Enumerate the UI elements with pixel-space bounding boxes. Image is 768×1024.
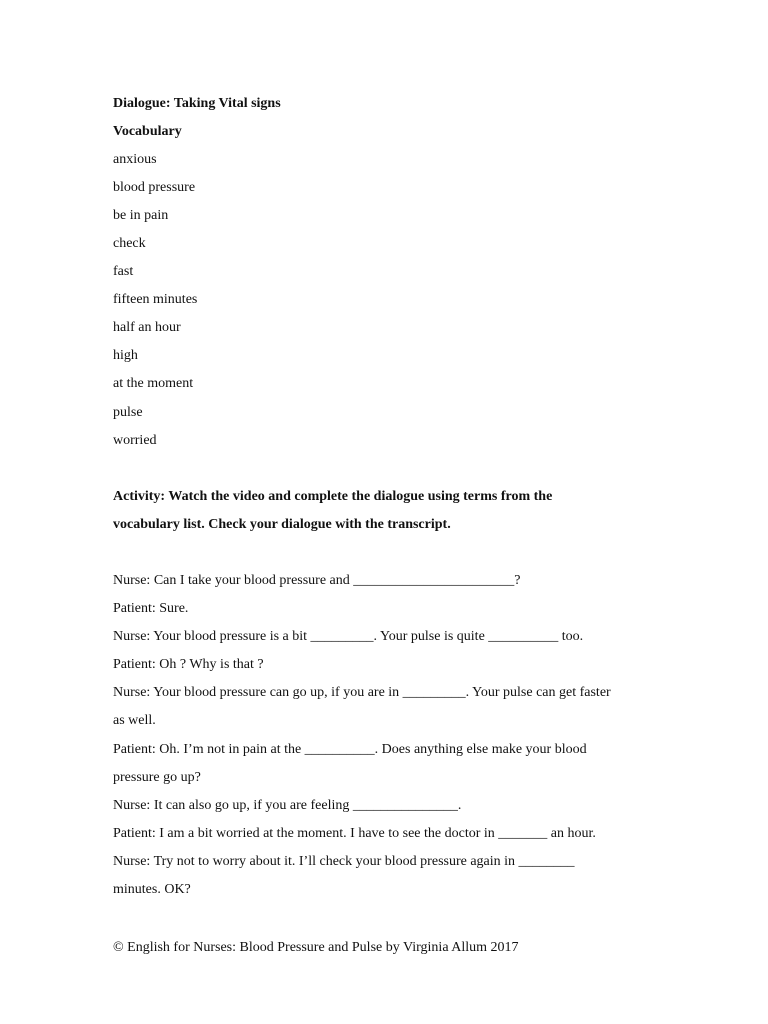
vocabulary-item: blood pressure: [113, 180, 196, 195]
dialogue-line: minutes. OK?: [113, 882, 191, 897]
dialogue-line: Nurse: It can also go up, if you are feeling _______________.: [113, 798, 462, 813]
activity-instruction: vocabulary list. Check your dialogue with the transcript.: [113, 517, 451, 532]
dialogue-line: Patient: I am a bit worried at the moment. I have to see the doctor in _______ an hour.: [113, 826, 596, 841]
vocabulary-item: half an hour: [113, 320, 181, 335]
activity-instruction: Activity: Watch the video and complete the dialogue using terms from the: [113, 489, 553, 504]
dialogue-line: Nurse: Try not to worry about it. I’ll check your blood pressure again in ________: [113, 854, 575, 869]
dialogue-line: as well.: [113, 713, 156, 728]
dialogue-line: Nurse: Your blood pressure can go up, if you are in _________. Your pulse can get faster: [113, 685, 611, 700]
vocabulary-item: be in pain: [113, 208, 169, 223]
document-title: Dialogue: Taking Vital signs: [113, 96, 281, 111]
vocabulary-item: fifteen minutes: [113, 292, 198, 307]
vocabulary-heading: Vocabulary: [113, 124, 182, 139]
dialogue-line: Patient: Oh ? Why is that ?: [113, 657, 264, 672]
vocabulary-item: anxious: [113, 152, 157, 167]
vocabulary-item: check: [113, 236, 146, 251]
vocabulary-item: high: [113, 348, 138, 363]
vocabulary-item: fast: [113, 264, 134, 279]
copyright-footer: © English for Nurses: Blood Pressure and Pulse by Virginia Allum 2017: [113, 940, 519, 955]
dialogue-line: Patient: Sure.: [113, 601, 189, 616]
dialogue-line: Patient: Oh. I’m not in pain at the __________. Does anything else make your blood: [113, 742, 587, 757]
dialogue-line: pressure go up?: [113, 770, 201, 785]
vocabulary-item: at the moment: [113, 376, 194, 391]
dialogue-line: Nurse: Can I take your blood pressure and _______________________?: [113, 573, 521, 588]
dialogue-line: Nurse: Your blood pressure is a bit _________. Your pulse is quite __________ too.: [113, 629, 584, 644]
vocabulary-item: pulse: [113, 405, 143, 420]
vocabulary-item: worried: [113, 433, 157, 448]
